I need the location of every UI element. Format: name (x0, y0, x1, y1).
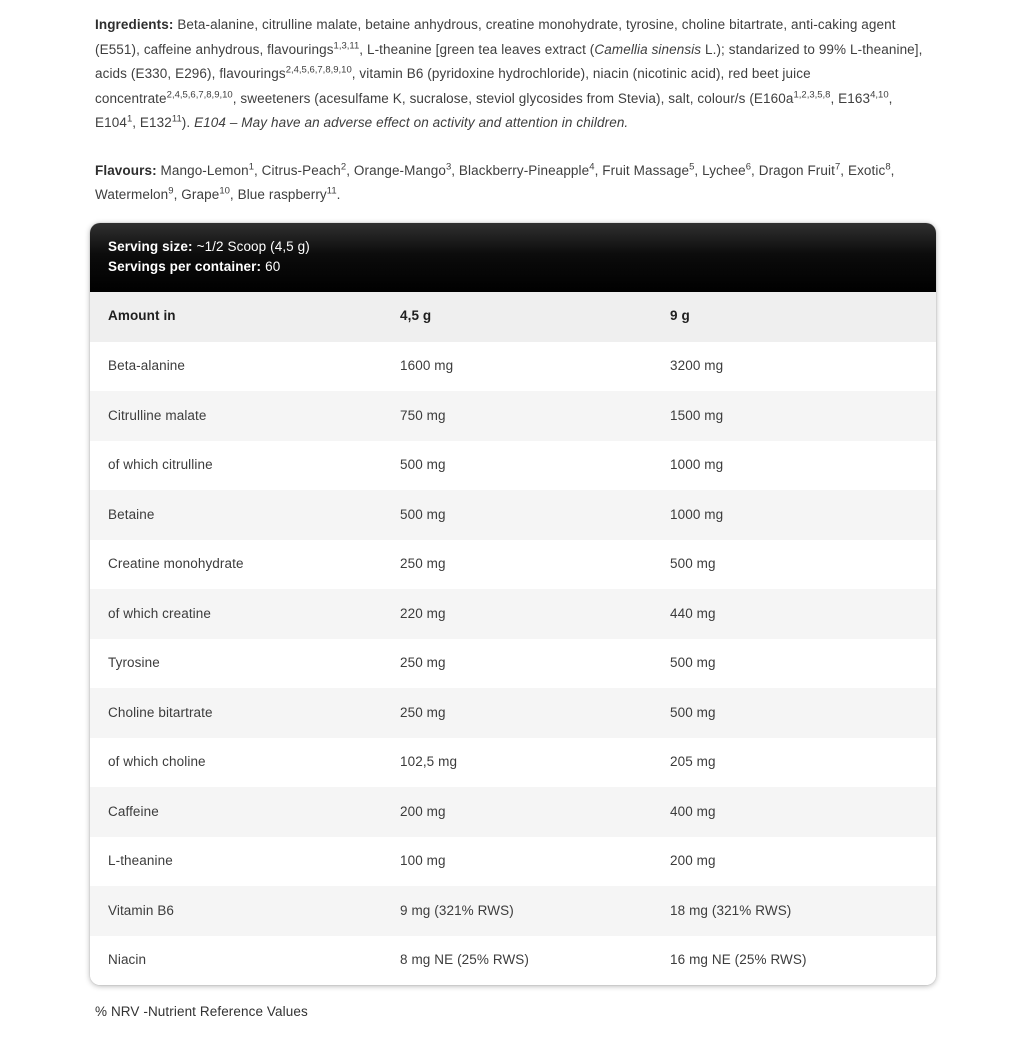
amount-per-9g: 1000 mg (670, 457, 724, 472)
amount-per-4-5g: 500 mg (400, 457, 446, 472)
amount-per-9g: 440 mg (670, 605, 716, 621)
amount-per-9g: 500 mg (670, 655, 716, 670)
serving-size-value: ~1/2 Scoop (4,5 g) (196, 238, 310, 254)
servings-per-container-label: Servings per container: (108, 259, 262, 274)
amount-per-9g: 205 mg (670, 754, 716, 769)
amount-per-9g: 200 mg (670, 853, 716, 868)
amount-per-4-5g: 9 mg (321% RWS) (400, 902, 514, 918)
amount-per-4-5g: 250 mg (400, 655, 446, 670)
amount-per-9g: 500 mg (670, 556, 716, 571)
amount-per-4-5g: 500 mg (400, 506, 446, 522)
amount-per-9g: 18 mg (321% RWS) (670, 902, 792, 918)
ingredient-name: Niacin (108, 952, 147, 967)
servings-per-container-line (108, 257, 918, 278)
amount-per-9g: 1000 mg (670, 506, 724, 522)
ingredient-name: Caffeine (108, 803, 159, 819)
ingredient-name: Creatine monohydrate (108, 556, 244, 571)
table-row (90, 441, 936, 491)
table-row (90, 787, 936, 837)
table-row (90, 589, 936, 639)
ingredient-name: of which choline (108, 754, 206, 769)
servings-per-container-value: 60 (265, 259, 281, 274)
table-row (90, 540, 936, 590)
table-row (90, 738, 936, 788)
table-row (90, 886, 936, 936)
table-row (90, 639, 936, 689)
amount-per-4-5g: 102,5 mg (400, 754, 458, 769)
ingredient-name: Choline bitartrate (108, 704, 213, 720)
ingredient-name: Betaine (108, 506, 155, 522)
serving-size-line (108, 237, 918, 258)
ingredient-name: Vitamin B6 (108, 902, 175, 918)
serving-info-header (90, 223, 936, 292)
ingredients-paragraph: Ingredients: Beta-alanine, citrulline malate, betaine anhydrous, creatine monohydrate, tyrosine, choline bitartrate, anti-caking agent (E551), caffeine anhydrous, flavourings$^{1,3,11}$, L-theanine [green tea leaves extract (Camellia sinensis L.); standarized to 99% L-theanine], acids (E330, E296), flavourings$^{2,4,5,6,7,8,9,10}$, vitamin B6 (pyridoxine hydrochloride), niacin (nicotinic acid), red beet juice concentrate$^{2,4,5,6,7,8,9,10}$, sweeteners (acesulfame K, sucralose, steviol glycosides from Stevia), salt, colour/s ($E160a^{1,2,3,5,8}$, E163$^{4,10}$, $E104^1$, $E132^{11}$). E104 – May have an adverse effect on activity and attention in children. (95, 17, 923, 130)
amount-per-4-5g: 200 mg (400, 803, 446, 819)
amount-per-9g: 500 mg (670, 704, 716, 720)
column-header-amount-in: Amount in (108, 308, 176, 324)
amount-per-4-5g: 8 mg NE (25% RWS) (400, 952, 529, 967)
table-rows (90, 342, 936, 986)
amounts-table (90, 292, 936, 986)
table-row (90, 837, 936, 887)
table-row (90, 688, 936, 738)
amount-per-4-5g: 220 mg (400, 605, 446, 621)
nutrition-facts-card (90, 223, 936, 986)
amount-per-4-5g: 250 mg (400, 704, 446, 720)
ingredient-name: Citrulline malate (108, 407, 207, 423)
table-row (90, 490, 936, 540)
ingredient-name: of which creatine (108, 605, 212, 621)
ingredient-name: Tyrosine (108, 655, 160, 670)
amount-per-4-5g: 1600 mg (400, 358, 454, 373)
table-row (90, 342, 936, 392)
nrv-footnote: % NRV -Nutrient Reference Values (95, 1004, 308, 1019)
table-header-row (90, 292, 936, 342)
amount-per-9g: 3200 mg (670, 358, 724, 373)
amount-per-4-5g: 100 mg (400, 853, 446, 868)
ingredient-name: L-theanine (108, 853, 173, 868)
amount-per-4-5g: 250 mg (400, 556, 446, 571)
table-row (90, 936, 936, 986)
flavours-paragraph: Flavours: Mango-Lemon$^1$, Citrus-Peach$^2$, Orange-Mango$^3$, Blackberry-Pineapple$^4$, Fruit Massage$^5$, Lychee$^6$, Dragon Fruit$^7$, Exotic$^8$, Watermelon$^9$, Grape$^{10}$, Blue raspberry$^{11}$. (95, 161, 895, 202)
amount-per-4-5g: 750 mg (400, 407, 446, 423)
column-header-9g: 9 g (670, 308, 690, 324)
table-row (90, 391, 936, 441)
serving-size-label: Serving size: (108, 238, 193, 254)
amount-per-9g: 16 mg NE (25% RWS) (670, 952, 807, 967)
amount-per-9g: 400 mg (670, 803, 716, 819)
ingredient-name: of which citrulline (108, 457, 213, 472)
amount-per-9g: 1500 mg (670, 407, 724, 423)
ingredient-name: Beta-alanine (108, 358, 186, 373)
column-header-4-5g: 4,5 g (400, 308, 432, 324)
